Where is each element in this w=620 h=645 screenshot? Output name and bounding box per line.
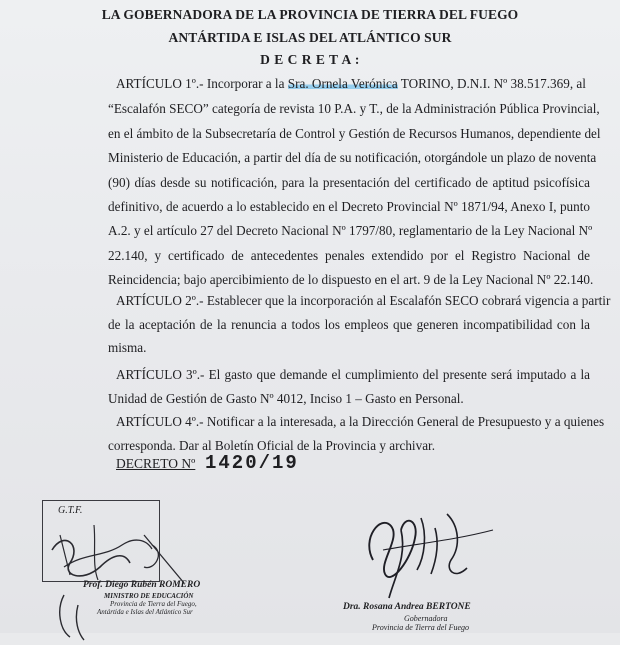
left-signatory-region: Antártida e Islas del Atlántico Sur <box>97 608 193 616</box>
article-2-line-1: ARTÍCULO 2º.- Establecer que la incorporación al Escalafón SECO cobrará vigencia a partir <box>116 293 611 308</box>
governor-signature <box>355 490 555 610</box>
decree-label: DECRETO Nº <box>116 456 196 471</box>
left-signatory-province: Provincia de Tierra del Fuego, <box>110 600 197 608</box>
header-line-1: LA GOBERNADORA DE LA PROVINCIA DE TIERRA DEL FUEGO <box>101 7 519 22</box>
left-signatory-name: Prof. Diego Rubén ROMERO <box>83 580 201 590</box>
article-4-line-1: ARTÍCULO 4º.- Notificar a la interesada, a la Dirección General de Presupuesto y a quienes <box>116 414 605 429</box>
decreta-heading: D E C R E T A : <box>260 52 360 67</box>
article-1-line-8: 22.140, y certificado de antecedentes penales extendido por el Registro Nacional de <box>108 248 590 263</box>
header-line-2: ANTÁRTIDA E ISLAS DEL ATLÁNTICO SUR <box>168 30 452 45</box>
article-1-line-9: Reincidencia; bajo apercibimiento de lo dispuesto en el art. 9 de la Ley Nacional Nº 22.140. <box>108 272 594 287</box>
right-signatory-role: Gobernadora <box>404 614 448 623</box>
article-1-line-1: ARTÍCULO 1º.- Incorporar a la Sra. Ornela Verónica TORINO, D.N.I. Nº 38.517.369, al <box>116 76 586 91</box>
left-signatory-role: MINISTRO DE EDUCACIÓN <box>104 592 194 600</box>
right-signatory-province: Provincia de Tierra del Fuego <box>372 623 470 632</box>
article-3-line-2: Unidad de Gestión de Gasto Nº 4012, Inciso 1 – Gasto en Personal. <box>108 391 464 406</box>
decree-number: 1420/19 <box>205 452 299 474</box>
article-1-line-6: definitivo, de acuerdo a lo establecido en el Decreto Provincial Nº 1871/94, Anexo I, punto <box>108 199 590 214</box>
highlighted-name: Sra. Ornela Verónica <box>287 76 398 91</box>
article-1-line-4: Ministerio de Educación, a partir del día de su notificación, otorgándole un plazo de noventa <box>108 150 597 165</box>
stamp-initials: G.T.F. <box>58 505 83 516</box>
article-2-line-2: de la aceptación de la renuncia a todos los empleos que generen incompatibilidad con la <box>108 317 590 332</box>
right-signatory-name: Dra. Rosana Andrea BERTONE <box>343 602 471 612</box>
article-4-line-2: corresponda. Dar al Boletín Oficial de la Provincia y archivar. <box>108 438 436 453</box>
article-1-line-5: (90) días desde su notificación, para la presentación del certificado de aptitud psicofísica <box>108 175 590 190</box>
article-3-line-1: ARTÍCULO 3º.- El gasto que demande el cumplimiento del presente será imputado a la <box>116 367 590 382</box>
article-2-line-3: misma. <box>108 340 147 355</box>
article-1-line-2: “Escalafón SECO” categoría de revista 10 P.A. y T., de la Administración Pública Provincial, <box>108 101 600 116</box>
article-1-line-7: A.2. y el artículo 27 del Decreto Nacional Nº 1797/80, reglamentario de la Ley Nacional Nº <box>108 223 593 238</box>
article-1-line-3: en el ámbito de la Subsecretaría de Control y Gestión de Recursos Humanos, dependiente del <box>108 126 601 141</box>
minister-signature <box>34 505 194 645</box>
